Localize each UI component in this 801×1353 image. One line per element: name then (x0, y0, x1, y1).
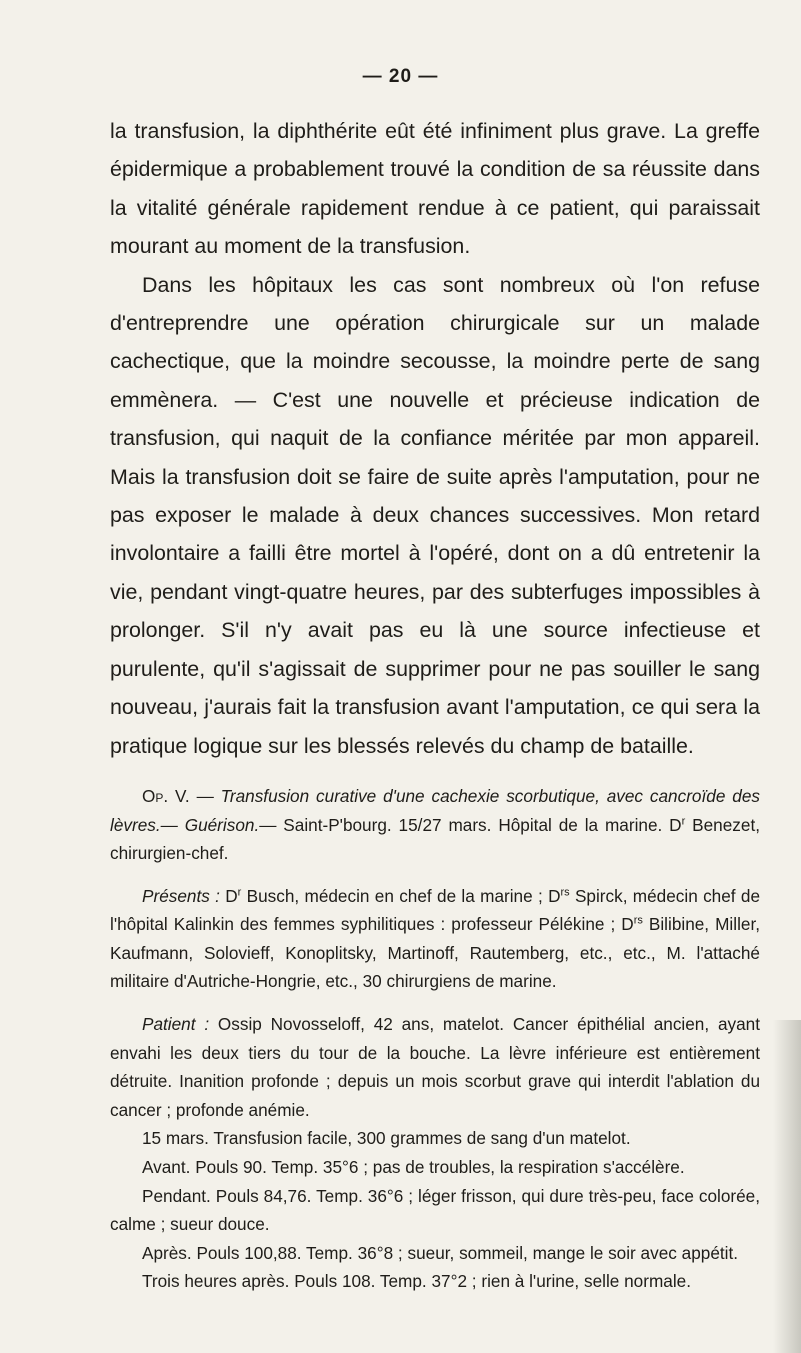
observation-details: — Saint-P'bourg. 15/27 mars. Hôpital de la marine. D (259, 814, 682, 835)
case-report (110, 782, 760, 1296)
observation-label: Op. V. (142, 785, 190, 806)
note-transfusion: 15 mars. Transfusion facile, 300 grammes de sang d'un matelot. (142, 1128, 631, 1149)
presents-d1-sup: r (237, 885, 242, 898)
observation-details-sup: r (681, 814, 686, 827)
page-number: — 20 — (362, 66, 439, 87)
main-text (110, 112, 760, 765)
observation-details-end: Benezet, chirurgien-chef. (110, 814, 760, 864)
presents-t1: Busch, médecin en chef de la marine ; D (241, 885, 561, 906)
note-during: Pendant. Pouls 84,76. Temp. 36°6 ; léger frisson, qui dure très-peu, face colorée, calme ; sueur douce. (110, 1185, 760, 1235)
patient-label: Patient : (142, 1014, 210, 1035)
paragraph-continuation: la transfusion, la diphthérite eût été infiniment plus grave. La greffe épidermique a probablement trouvé la condition de sa réussite dans la vitalité générale rapidement rendue à ce patient, qui paraissait mourant au moment de la transfusion. (110, 119, 760, 259)
patient-paragraph (110, 1010, 760, 1124)
presents-paragraph (110, 882, 760, 996)
presents-t2-sup: rs (633, 914, 643, 927)
presents-d1: D (219, 885, 238, 906)
observation-heading (110, 782, 760, 868)
note-before: Avant. Pouls 90. Temp. 35°6 ; pas de troubles, la respiration s'accélère. (142, 1157, 685, 1178)
note-after: Après. Pouls 100,88. Temp. 36°8 ; sueur, sommeil, mange le soir avec appétit. (142, 1242, 739, 1263)
note-three-hours: Trois heures après. Pouls 108. Temp. 37°2 ; rien à l'urine, selle normale. (142, 1271, 691, 1292)
patient-text: Ossip Novosseloff, 42 ans, matelot. Cancer épithélial ancien, ayant envahi les deux tiers du tour de la bouche. La lèvre inférieure est entièrement détruite. Inanition profonde ; depuis un mois scorbut grave qui interdit l'ablation du cancer ; profonde anémie. (110, 1014, 760, 1120)
presents-t3: Bilibine, Miller, Kaufmann, Solovieff, Konoplitsky, Martinoff, Rautemberg, etc., etc., M. l'attaché militaire d'Autriche-Hongrie, etc., 30 chirurgiens de marine. (110, 914, 760, 992)
presents-t2: Spirck, médecin chef de l'hôpital Kalinkin des femmes syphilitiques : professeur Pélékine ; D (110, 885, 761, 935)
presents-label: Présents : (142, 885, 220, 906)
page-edge-shadow (773, 1020, 801, 1353)
presents-t1-sup: rs (560, 885, 570, 898)
observation-dash: — (189, 785, 221, 806)
body-text (110, 112, 760, 1296)
observation-title: Transfusion curative d'une cachexie scorbutique, avec cancroïde des lèvres.— Guérison. (110, 785, 760, 835)
paragraph-transfusion-indication: Dans les hôpitaux les cas sont nombreux où l'on refuse d'entreprendre une opération chirurgicale sur un malade cachectique, que la moindre secousse, la moindre perte de sang emmènera. — C'est une nouvelle et précieuse indication de transfusion, qui naquit de la confiance méritée par mon appareil. Mais la transfusion doit se faire de suite après l'amputation, pour ne pas exposer le malade à deux chances successives. Mon retard involontaire a failli être mortel à l'opéré, dont on a dû entretenir la vie, pendant vingt-quatre heures, par des subterfuges impossibles à prolonger. S'il n'y avait pas eu là une source infectieuse et purulente, qu'il s'agissait de supprimer pour ne pas souiller le sang nouveau, j'aurais fait la transfusion avant l'amputation, ce qui sera la pratique logique sur les blessés relevés du champ de bataille. (110, 272, 760, 758)
